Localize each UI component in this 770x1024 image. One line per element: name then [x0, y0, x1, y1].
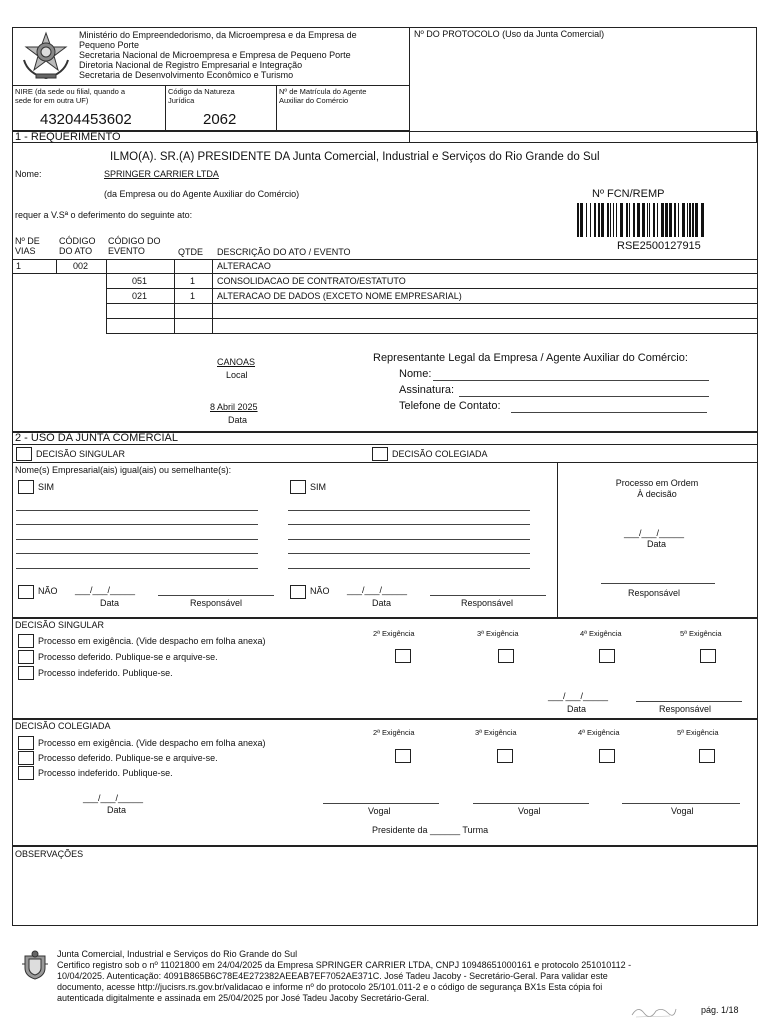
vogal-1-label: Vogal [368, 806, 391, 816]
date-value: 8 Abril 2025 [210, 402, 258, 412]
nire-label-1: NIRE (da sede ou filial, quando a [15, 87, 126, 96]
nao-mid-data-label: Data [372, 598, 392, 608]
colegiada-exig-4-label: 4ª Exigência [578, 728, 620, 737]
colegiada-exig-3-checkbox[interactable] [497, 749, 513, 763]
col-evento-2: EVENTO [108, 246, 145, 256]
gov-line-4: Diretoria Nacional de Registro Empresarial e Integração [79, 60, 303, 70]
nao-mid-responsavel-line[interactable] [430, 595, 546, 596]
col-vias-2: VIAS [15, 246, 36, 256]
footer-line-4: documento, acesse http://jucisrs.rs.gov.br/validacao e informe nº do protocolo 25/101.011-2 e o código de segurança BX1s Esta cópia foi [57, 982, 603, 992]
decisao-singular-checkbox[interactable] [16, 447, 32, 461]
protocol-label: Nº DO PROTOCOLO (Uso da Junta Comercial) [414, 29, 605, 39]
ordem-date[interactable]: ___/___/_____ [624, 528, 685, 538]
vogal-1-line[interactable] [323, 803, 439, 804]
gov-line-2: Pequeno Porte [79, 40, 140, 50]
colegiada-data-label: Data [107, 805, 127, 815]
singular-exig-2-label: 2ª Exigência [373, 629, 415, 638]
name-line-m1[interactable] [288, 510, 530, 511]
rep-nome-label: Nome: [399, 368, 432, 380]
footer-line-1: Junta Comercial, Industrial e Serviços do Rio Grande do Sul [57, 949, 298, 959]
ordem-data-label: Data [647, 539, 667, 549]
section2-title: 2 - USO DA JUNTA COMERCIAL [15, 432, 178, 444]
singular-title: DECISÃO SINGULAR [15, 620, 105, 630]
rep-telefone-label: Telefone de Contato: [399, 400, 501, 412]
nao-left-responsavel-label: Responsável [190, 598, 243, 608]
name-line-l2[interactable] [16, 524, 258, 525]
protocol-box [409, 27, 757, 143]
singular-deferido-label: Processo deferido. Publique-se e arquive-se. [38, 652, 218, 662]
singular-exig-4-checkbox[interactable] [599, 649, 615, 663]
colegiada-exig-3-label: 3ª Exigência [475, 728, 517, 737]
singular-responsavel-line[interactable] [636, 701, 742, 702]
colegiada-exigencia-label: Processo em exigência. (Vide despacho em folha anexa) [38, 738, 266, 748]
colegiada-date[interactable]: ___/___/_____ [83, 793, 144, 803]
sim-left-label: SIM [38, 482, 55, 492]
fcn-label: Nº FCN/REMP [592, 188, 665, 200]
natureza-label-1: Código da Natureza [168, 87, 235, 96]
presidente-label: Presidente da ______ Turma [372, 825, 489, 835]
fcn-code: RSE2500127915 [617, 240, 701, 252]
row0-desc: ALTERACAO [217, 261, 271, 271]
singular-data-label: Data [567, 704, 587, 714]
row2-evento: 021 [132, 291, 148, 301]
colegiada-exig-5-label: 5ª Exigência [677, 728, 719, 737]
singular-indeferido-checkbox[interactable] [18, 666, 34, 680]
name-line-m3[interactable] [288, 539, 530, 540]
nao-left-responsavel-line[interactable] [158, 595, 274, 596]
observacoes-label: OBSERVAÇÕES [15, 849, 84, 859]
gov-line-3: Secretaria Nacional de Microempresa e Empresa de Pequeno Porte [79, 50, 351, 60]
nire-label-2: sede for em outra UF) [15, 96, 89, 105]
observacoes-box[interactable] [12, 846, 758, 926]
natureza-label-2: Jurídica [168, 96, 195, 105]
singular-exig-3-checkbox[interactable] [498, 649, 514, 663]
name-line-m5[interactable] [288, 568, 530, 569]
nome-label: Nome: [15, 169, 42, 179]
singular-deferido-checkbox[interactable] [18, 650, 34, 664]
row1-qtde: 1 [190, 276, 196, 286]
nao-mid-checkbox[interactable] [290, 585, 306, 599]
row2-desc: ALTERACAO DE DADOS (EXCETO NOME EMPRESARIAL) [217, 291, 462, 301]
footer-line-2: Certifico registro sob o nº 11021800 em 24/04/2025 da Empresa SPRINGER CARRIER LTDA, CNPJ 10948651000161 e protocolo 251010112 - [57, 960, 632, 970]
name-line-l1[interactable] [16, 510, 258, 511]
decisao-colegiada-checkbox[interactable] [372, 447, 388, 461]
rep-assinatura-field[interactable] [459, 396, 709, 397]
request-text: requer a V.Sª o deferimento do seguinte ato: [15, 210, 193, 220]
sim-mid-label: SIM [310, 482, 327, 492]
brazil-coat-of-arms [18, 30, 74, 82]
singular-exig-2-checkbox[interactable] [395, 649, 411, 663]
singular-exig-5-label: 5ª Exigência [680, 629, 722, 638]
processo-ordem-1: Processo em Ordem [615, 478, 699, 488]
matricula-label-2: Auxiliar do Comércio [279, 96, 349, 105]
nao-left-date[interactable]: ___/___/_____ [75, 585, 136, 595]
singular-exig-4-label: 4ª Exigência [580, 629, 622, 638]
name-line-m2[interactable] [288, 524, 530, 525]
vogal-2-line[interactable] [473, 803, 589, 804]
colegiada-indeferido-checkbox[interactable] [18, 766, 34, 780]
name-line-m4[interactable] [288, 553, 530, 554]
gov-line-5: Secretaria de Desenvolvimento Econômico e Turismo [79, 70, 294, 80]
colegiada-title: DECISÃO COLEGIADA [15, 721, 111, 731]
row0-vias: 1 [16, 261, 22, 271]
page-number: pág. 1/18 [701, 1005, 739, 1015]
vogal-2-label: Vogal [518, 806, 541, 816]
nao-left-checkbox[interactable] [18, 585, 34, 599]
matricula-label-1: Nº de Matrícula do Agente [279, 87, 367, 96]
col-ato-2: DO ATO [59, 246, 93, 256]
decisao-singular-label: DECISÃO SINGULAR [36, 449, 126, 459]
nomes-label: Nome(s) Empresarial(ais) igual(ais) ou semelhante(s): [15, 465, 232, 475]
singular-exigencia-checkbox[interactable] [18, 634, 34, 648]
sim-mid-checkbox[interactable] [290, 480, 306, 494]
processo-ordem-2: À decisão [637, 489, 677, 499]
colegiada-deferido-checkbox[interactable] [18, 751, 34, 765]
nao-left-data-label: Data [100, 598, 120, 608]
singular-indeferido-label: Processo indeferido. Publique-se. [38, 668, 173, 678]
rep-telefone-field[interactable] [511, 412, 707, 413]
row1-desc: CONSOLIDACAO DE CONTRATO/ESTATUTO [217, 276, 406, 286]
footer-line-3: 10/04/2025. Autenticação: 4091B865B6C78E4E272382AEEAB7EF7052AE371C. José Tadeu Jacoby - Secretário-Geral. Para validar este [57, 971, 608, 981]
date-label: Data [228, 415, 248, 425]
natureza-value: 2062 [203, 111, 237, 128]
nao-mid-responsavel-label: Responsável [461, 598, 514, 608]
col-vias-1: Nº DE [15, 236, 40, 246]
rep-nome-field[interactable] [433, 380, 709, 381]
singular-exig-5-checkbox[interactable] [700, 649, 716, 663]
rs-coat-of-arms [21, 950, 49, 980]
local-value: CANOAS [217, 357, 256, 367]
name-line-l3[interactable] [16, 539, 258, 540]
rep-title: Representante Legal da Empresa / Agente Auxiliar do Comércio: [373, 352, 688, 364]
name-line-l4[interactable] [16, 553, 258, 554]
colegiada-deferido-label: Processo deferido. Publique-se e arquive-se. [38, 753, 218, 763]
signature-scribble [630, 1003, 678, 1019]
nome-value: SPRINGER CARRIER LTDA [104, 169, 219, 179]
colegiada-exig-2-label: 2ª Exigência [373, 728, 415, 737]
section1-title: 1 - REQUERIMENTO [15, 131, 121, 143]
col-ato-1: CÓDIGO [59, 236, 96, 246]
colegiada-indeferido-label: Processo indeferido. Publique-se. [38, 768, 173, 778]
nao-mid-label: NÃO [310, 586, 330, 596]
row1-evento: 051 [132, 276, 148, 286]
sim-left-checkbox[interactable] [18, 480, 34, 494]
colegiada-exigencia-checkbox[interactable] [18, 736, 34, 750]
decisao-colegiada-label: DECISÃO COLEGIADA [392, 449, 488, 459]
row0-ato: 002 [73, 261, 89, 271]
nao-mid-date[interactable]: ___/___/_____ [347, 585, 408, 595]
gov-line-1: Ministério do Empreendedorismo, da Microempresa e da Empresa de [79, 30, 357, 40]
ordem-responsavel-line[interactable] [601, 583, 715, 584]
singular-date[interactable]: ___/___/_____ [548, 691, 609, 701]
rep-assinatura-label: Assinatura: [399, 384, 455, 396]
nire-value: 43204453602 [40, 111, 132, 128]
singular-exig-3-label: 3ª Exigência [477, 629, 519, 638]
barcode [577, 203, 705, 237]
vogal-3-line[interactable] [622, 803, 740, 804]
singular-responsavel-label: Responsável [659, 704, 712, 714]
nome-sub: (da Empresa ou do Agente Auxiliar do Comércio) [104, 189, 300, 199]
section1-heading: ILMO(A). SR.(A) PRESIDENTE DA Junta Comercial, Industrial e Serviços do Rio Grande do Sul [110, 151, 600, 163]
name-line-l5[interactable] [16, 568, 258, 569]
local-label: Local [226, 370, 248, 380]
singular-exigencia-label: Processo em exigência. (Vide despacho em folha anexa) [38, 636, 266, 646]
colegiada-exig-2-checkbox[interactable] [395, 749, 411, 763]
vogal-3-label: Vogal [671, 806, 694, 816]
footer-line-5: autenticada digitalmente e assinada em 25/04/2025 por José Tadeu Jacoby Secretário-Geral. [57, 993, 430, 1003]
col-evento-1: CÓDIGO DO [108, 236, 161, 246]
col-desc: DESCRIÇÃO DO ATO / EVENTO [217, 247, 351, 257]
colegiada-exig-5-checkbox[interactable] [699, 749, 715, 763]
col-qtde: QTDE [178, 247, 204, 257]
colegiada-exig-4-checkbox[interactable] [599, 749, 615, 763]
nao-left-label: NÃO [38, 586, 58, 596]
ordem-responsavel-label: Responsável [628, 588, 681, 598]
row2-qtde: 1 [190, 291, 196, 301]
